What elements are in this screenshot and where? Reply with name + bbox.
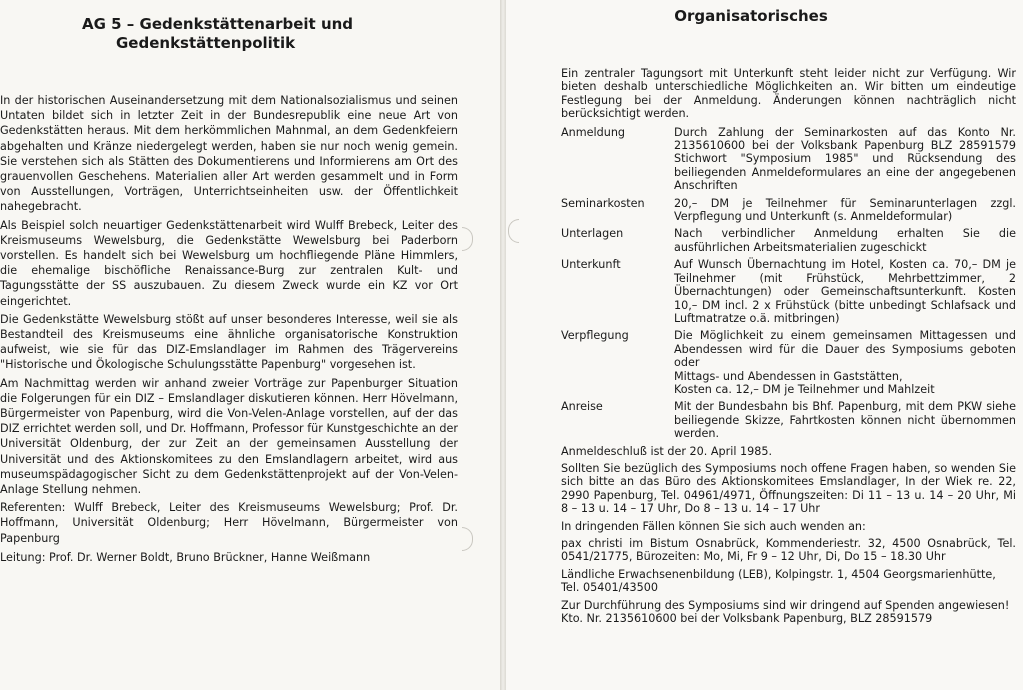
detail-definition: Nach verbindlicher Anmeldung erhalten Sie die ausführlichen Arbeitsmaterialien zugeschickt — [674, 227, 1016, 254]
paragraph-interest: Die Gedenkstätte Wewelsburg stößt auf unser besonderes Interesse, weil sie als Bestandteil des Kreismuseums eine ähnliche organisatorische Konstruktion aufweist, wie sie für das DIZ-Emslandlager im Rahmen des Trägervereins "Historische und Ökologische Schulungsstätte Papenburg" vorgesehen ist. — [0, 312, 458, 372]
detail-row — [561, 400, 1016, 440]
detail-row — [561, 126, 1016, 193]
intro-paragraph: Ein zentraler Tagungsort mit Unterkunft steht leider nicht zur Verfügung. Wir bieten deshalb unterschiedliche Möglichkeiten an. Wir bitten um eindeutige Festlegung bei der Anmeldung. Änderungen können nachträglich nicht berücksichtigt werden. — [561, 67, 1016, 121]
detail-row — [561, 258, 1016, 325]
detail-row — [561, 329, 1016, 396]
paragraph-referenten: Referenten: Wulff Brebeck, Leiter des Kreismuseums Wewelsburg; Prof. Dr. Hoffmann, Universität Oldenburg; Herr Hövelmann, Bürgermeister von Papenburg — [0, 501, 458, 545]
right-page-body — [561, 67, 1016, 625]
detail-term: Verpflegung — [561, 329, 629, 343]
detail-definition: Die Möglichkeit zu einem gemeinsamen Mittagessen und Abendessen wird für die Dauer des Symposiums geboten oder Mittags- und Abendessen in Gaststätten, Kosten ca. 12,– DM je Teilnehmer und Mahlzeit — [674, 329, 1016, 396]
detail-definition: Durch Zahlung der Seminarkosten auf das Konto Nr. 2135610600 bei der Volksbank Papenburg BLZ 28591579 Stichwort "Symposium 1985" und Rücksendung des beiliegenden Anmeldeformulares an eine der angegebenen Anschriften — [674, 125, 1016, 193]
detail-term: Anmeldung — [561, 125, 626, 139]
left-page-body — [0, 93, 458, 568]
donation-text: Zur Durchführung des Symposiums sind wir dringend auf Spenden angewiesen! — [561, 598, 1010, 612]
right-page — [506, 0, 1023, 690]
leb-contact: Ländliche Erwachsenenbildung (LEB), Kolpingstr. 1, 4504 Georgsmarienhütte, Tel. 05401/43500 — [561, 567, 996, 595]
account-text: Kto. Nr. 2135610600 bei der Volksbank Papenburg, BLZ 28591579 — [561, 612, 933, 626]
detail-term: Unterkunft — [561, 258, 621, 272]
detail-term: Unterlagen — [561, 227, 624, 241]
right-page-title: Organisatorisches — [674, 7, 828, 25]
title-line-1: AG 5 – Gedenkstättenarbeit und — [82, 15, 354, 33]
punch-hole-mark — [462, 227, 473, 251]
details-list — [561, 126, 1016, 441]
left-page-title — [82, 15, 442, 53]
urgent-text: In dringenden Fällen können Sie sich auch wenden an: — [561, 519, 866, 533]
paragraph-leitung: Leitung: Prof. Dr. Werner Boldt, Bruno Brückner, Hanne Weißmann — [0, 550, 371, 564]
left-page — [0, 0, 500, 690]
detail-definition: 20,– DM je Teilnehmer für Seminarunterlagen zzgl. Verpflegung und Unterkunft (s. Anmeldeformular) — [674, 196, 1016, 224]
detail-definition: Mit der Bundesbahn bis Bhf. Papenburg, mit dem PKW siehe beiliegende Skizze, Fahrtkosten können nicht übernommen werden. — [674, 400, 1016, 441]
paragraph-intro: In der historischen Auseinandersetzung mit dem Nationalsozialismus und seinen Untaten bildet sich in letzter Zeit in der Bundesrepublik eine neue Art von Gedenkstätten heraus. Mit dem herkömmlichen Mahnmal, an dem Gedenkfeiern abgehalten und Kränze niedergelegt werden, haben sie nur noch wenig gemein. Sie verstehen sich als Stätten des Dokumentierens und Informierens am Ort des grauenvollen Geschehens. Materialien aller Art werden gesammelt und in Form von Ausstellungen, Vorträgen, Unterrichtseinheiten usw. der Öffentlichkeit nahegebracht. — [0, 94, 458, 214]
detail-term: Anreise — [561, 400, 603, 414]
paragraph-afternoon: Am Nachmittag werden wir anhand zweier Vorträge zur Papenburger Situation die Folgerungen für ein DIZ – Emslandlager diskutieren können. Herr Hövelmann, Bürgermeister von Papenburg, wird die Von-Velen-Anlage vorstellen, auf der das DIZ errichtet werden soll, und Dr. Hoffmann, Professor für Kunstgeschichte an der Universität Oldenburg, der zur Zeit an der gemeinsamen Ausstellung der Universität und des Aktionskomitees zu den Emslandlagern arbeitet, wird aus museumspädagogischer Sicht zu dem Gedenkstättenprojekt auf der Von-Velen-Anlage Stellung nehmen. — [0, 376, 458, 497]
questions-text: Sollten Sie bezüglich des Symposiums noch offene Fragen haben, so wenden Sie sich bitte an das Büro des Aktionskomitees Emslandlager, In der Wiek re. 22, 2990 Papenburg, Tel. 04961/4971, Öffnungszeiten: Di 11 – 13 u. 14 – 20 Uhr, Mi 8 – 13 u. 14 – 17 Uhr, Do 8 – 13 u. 14 – 17 Uhr — [561, 461, 1016, 516]
detail-row — [561, 227, 1016, 254]
paragraph-wewelsburg: Als Beispiel solch neuartiger Gedenkstättenarbeit wird Wulff Brebeck, Leiter des Kreismuseums Wewelsburg, die Gedenkstätte Wewelsburg bei Paderborn vorstellen. Es handelt sich bei Wewelsburg um hochfliegende Pläne Himmlers, die ehemalige bischöfliche Renaissance-Burg zur zentralen Kult- und Tagungsstätte der SS auszubauen. Zu diesem Zweck wurde ein KZ vor Ort eingerichtet. — [0, 218, 458, 308]
detail-row — [561, 197, 1016, 224]
detail-term: Seminarkosten — [561, 196, 645, 210]
punch-hole-mark — [462, 527, 473, 551]
deadline-text: Anmeldeschluß ist der 20. April 1985. — [561, 444, 773, 458]
pax-christi-contact: pax christi im Bistum Osnabrück, Kommenderiestr. 32, 4500 Osnabrück, Tel. 0541/21775, Bürozeiten: Mo, Mi, Fr 9 – 12 Uhr, Di, Do 15 – 18.30 Uhr — [561, 537, 1016, 564]
punch-hole-mark — [508, 219, 519, 243]
detail-definition: Auf Wunsch Übernachtung im Hotel, Kosten ca. 70,– DM je Teilnehmer (mit Frühstück, Mehrbettzimmer, 2 Übernachtungen) oder Gemeinschaftsunterkunft. Kosten 10,– DM incl. 2 x Frühstück (bitte unbedingt Schlafsack und Luftmatratze o.ä. mitbringen) — [674, 258, 1016, 325]
title-line-2: Gedenkstättenpolitik — [116, 34, 296, 52]
